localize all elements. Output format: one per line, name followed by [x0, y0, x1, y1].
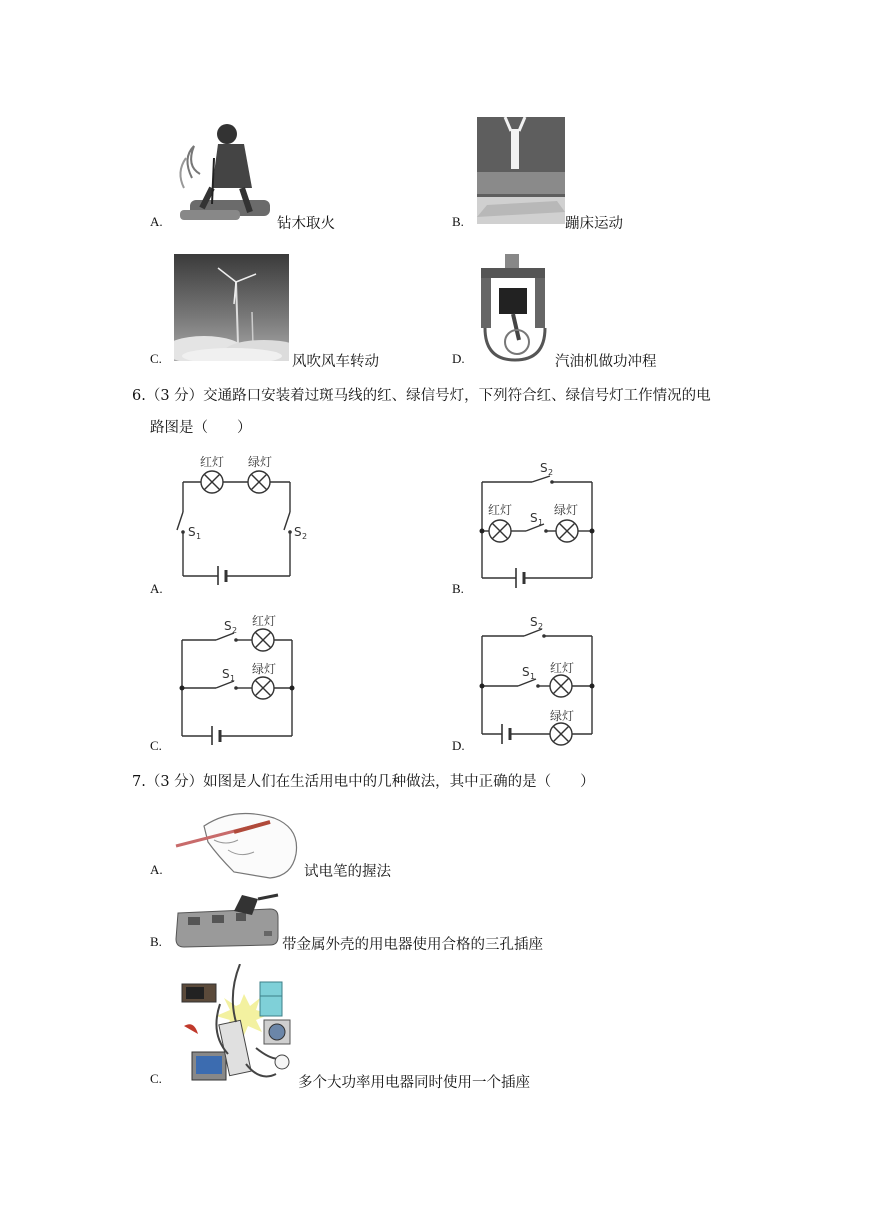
- green-lamp-label: 绿灯: [554, 503, 579, 517]
- switch-label: S: [222, 667, 230, 681]
- red-lamp-label: 红灯: [200, 455, 225, 469]
- option-caption: 多个大功率用电器同时使用一个插座: [298, 1075, 530, 1091]
- red-lamp-label: 红灯: [550, 661, 575, 675]
- option-letter: B.: [452, 214, 464, 229]
- option-letter: A.: [150, 214, 163, 229]
- option-letter: B.: [452, 581, 464, 596]
- switch-subscript: 2: [538, 622, 544, 631]
- option-letter: C.: [150, 738, 162, 753]
- green-lamp-label: 绿灯: [550, 709, 575, 723]
- switch-subscript: 1: [538, 518, 544, 527]
- switch-label: S: [530, 615, 538, 629]
- switch-label: S: [224, 619, 232, 633]
- overloaded-socket-picture: [180, 964, 298, 1088]
- fire-drilling-picture: [172, 118, 276, 226]
- circuit-c-diagram: [170, 610, 310, 745]
- power-strip-picture: [174, 893, 282, 951]
- switch-label: S: [540, 461, 548, 475]
- circuit-d-diagram: [472, 612, 607, 747]
- option-letter: C.: [150, 1071, 162, 1086]
- circuit-b-diagram: [472, 458, 607, 588]
- windmill-picture: [174, 254, 289, 361]
- option-caption: 蹦床运动: [565, 216, 623, 232]
- switch-label: S: [294, 525, 302, 539]
- green-lamp-label: 绿灯: [248, 455, 273, 469]
- option-letter: A.: [150, 581, 163, 596]
- switch-label: S: [188, 525, 196, 539]
- switch-label: S: [530, 511, 538, 525]
- switch-subscript: 2: [548, 468, 554, 477]
- option-letter: B.: [150, 934, 162, 949]
- circuit-a-diagram: [170, 450, 320, 585]
- green-lamp-label: 绿灯: [252, 662, 277, 676]
- switch-subscript: 1: [530, 672, 536, 681]
- question-6-line-2: 路图是（ ）: [150, 420, 252, 436]
- switch-label: S: [522, 665, 530, 679]
- engine-stroke-picture: [475, 254, 555, 364]
- option-caption: 风吹风车转动: [292, 354, 379, 370]
- option-letter: C.: [150, 351, 162, 366]
- option-letter: D.: [452, 351, 465, 366]
- option-caption: 带金属外壳的用电器使用合格的三孔插座: [282, 937, 543, 953]
- option-letter: D.: [452, 738, 465, 753]
- switch-subscript: 1: [196, 532, 202, 541]
- switch-subscript: 2: [302, 532, 308, 541]
- red-lamp-label: 红灯: [488, 503, 513, 517]
- option-caption: 试电笔的握法: [304, 864, 391, 880]
- trampoline-picture: [477, 117, 565, 224]
- option-caption: 钻木取火: [277, 216, 335, 232]
- option-letter: A.: [150, 862, 163, 877]
- question-7-text: 7.（3 分）如图是人们在生活用电中的几种做法，其中正确的是（ ）: [132, 774, 595, 790]
- red-lamp-label: 红灯: [252, 614, 277, 628]
- option-caption: 汽油机做功冲程: [555, 354, 657, 370]
- question-6-line-1: 6.（3 分）交通路口安装着过斑马线的红、绿信号灯，下列符合红、绿信号灯工作情况的电: [132, 388, 711, 404]
- switch-subscript: 1: [230, 674, 236, 683]
- switch-subscript: 2: [232, 626, 238, 635]
- test-pen-picture: [174, 806, 302, 880]
